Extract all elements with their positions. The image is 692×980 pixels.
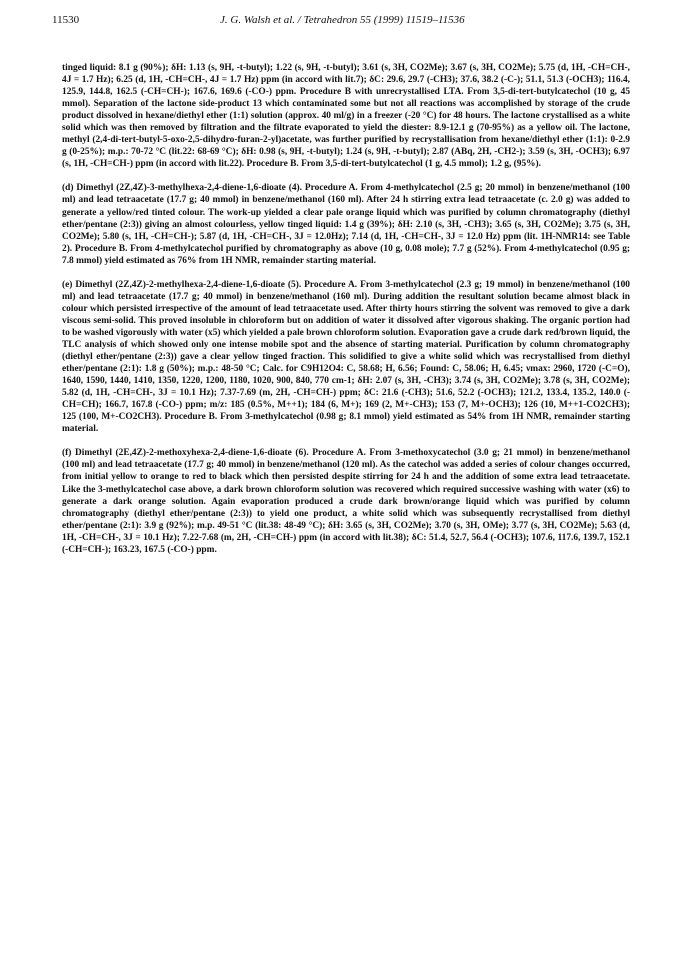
- text-run: From 3-methylcatechol (2.3 g; 19 mmol) in benzene/methanol (100 ml) and lead tetraacetate (17.7 g; 40 mmol) in benzene/methanol (160 ml). During addition the resultant solution became almost black in colour which persisted irrespective of the amount of lead tetraacetate used. After thirty hours stirring the solvent was removed to give a dark viscous semi-solid. This proved insoluble in chloroform but on addition of water it dissolved after vigorous shaking. The organic portion had to be washed vigorously with water (x5) which yielded a pale brown chloroform solution. Evaporation gave a crude dark red/brown liquid, the TLC analysis of which showed only one intense mobile spot and the absence of starting material. Purification by column chromatography (diethyl ether/pentane (2:3)) gave a clear yellow tinged fraction. This solidified to give a white solid which was recrystallised from diethyl ether/pentane (2:1): 1.8 g (50%); m.p.: 48-50 °C; Calc. for C9H12O4: C, 58.68; H, 6.56; Found: C, 58.06; H, 6.45; νmax: 2960, 1720 (-C=O), 1640, 1590, 1440, 1410, 1350, 1220, 1200, 1180, 1020, 900, 840, 770 cm-1; δH: 2.07 (s, 3H, -CH3); 3.74 (s, 3H, CO2Me); 3.78 (s, 3H, CO2Me); 5.82 (d, 1H, -CH=CH-, 3J = 10.1 Hz); 7.37-7.69 (m, 2H, -CH=CH-) ppm; δC: 21.6 (-CH3); 51.6, 52.2 (-OCH3); 121.2, 133.4, 135.2, 140.0 (-CH=CH); 166.7, 167.8 (-CO-) ppm; m/z: 185 (0.5%, M++1); 184 (6, M+); 169 (2, M+-CH3); 153 (7, M+-OCH3); 126 (10, M++1-CO2CH3); 125 (100, M+-CO2CH3).: [62, 279, 631, 423]
- compound-heading: (f) Dimethyl (2E,4Z)-2-methoxyhexa-2,4-diene-1,6-dioate (6).: [62, 448, 309, 459]
- procedure-label: Procedure A.: [302, 183, 358, 194]
- page-header: [52, 14, 652, 30]
- paragraph-compound-d: [62, 182, 630, 266]
- paragraph-compound-e: [62, 279, 630, 436]
- text-run: From 3,5-di-tert-butylcatechol (1 g, 4.5 mmol); 1.2 g, (95%).: [298, 159, 541, 170]
- compound-heading: (e) Dimethyl (2Z,4Z)-2-methylhexa-2,4-diene-1,6-dioate (5).: [62, 279, 302, 290]
- procedure-label: Procedure A.: [301, 279, 358, 290]
- paragraph-continuation: [62, 62, 630, 170]
- article-body: [62, 62, 630, 568]
- paragraph-compound-f: [62, 447, 630, 555]
- text-run: From 4-methylcatechol (2.5 g; 20 mmol) in benzene/methanol (100 ml) and lead tetraacetate (17.7 g; 40 mmol) in benzene/methanol (160 ml). After 24 h stirring extra lead tetraacetate (c. 2.0 g) was added to generate a yellow/red tinted colour. The work-up yielded a clear pale orange liquid which was purified by column chromatography (diethyl ether/pentane (2:3)) giving an almost colourless, yellow tinged liquid: 1.4 g (39%); δH: 2.10 (s, 3H, -CH3); 3.65 (s, 3H, CO2Me); 3.75 (s, 3H, CO2Me); 5.80 (s, 1H, -CH=CH-); 5.87 (d, 1H, -CH=CH-, 3J = 12.0Hz); 7.14 (d, 1H, -CH=CH-, 3J = 12.0 Hz) ppm (lit. 1H-NMR14: see Table 2).: [62, 183, 630, 254]
- page-number: 11530: [52, 14, 80, 26]
- text-run: From 4-methylcatechol purified by chromatography as above (10 g, 0.08 mole); 7.7 g (52%). From 4-methylcatechol (0.95 g; 7.8 mmol) yield estimated as 76% from 1H NMR, remainder starting material.: [62, 243, 631, 266]
- procedure-label: Procedure B.: [74, 243, 128, 254]
- text-run: From 3-methoxycatechol (3.0 g; 21 mmol) in benzene/methanol (100 ml) and lead tetraacetate (17.7 g; 40 mmol) in benzene/methanol (120 ml). As the catechol was added a series of colour changes occurred, from initial yellow to orange to red to black which then persisted despite stirring for 24 h and the addition of some extra lead tetraacetate. Like the 3-methylcatechol case above, a dark brown chloroform solution was recovered which required successive washing with water (x6) to generate a dark orange solution. Again evaporation produced a crude dark brown/orange liquid which was purified by column chromatography (diethyl ether/pentane (2:3)) to yield one product, a white solid which was subsequently recrystallised from diethyl ether/pentane (2:1): 3.9 g (92%); m.p. 49-51 °C (lit.38: 48-49 °C); δH: 3.65 (s, 3H, CO2Me); 3.70 (s, 3H, OMe); 3.77 (s, 3H, CO2Me); 5.63 (d, 1H, -CH=CH-, 3J = 10.1 Hz); 7.22-7.68 (m, 2H, -CH=CH-) ppm (in accord with lit.38); δC: 51.4, 52.7, 56.4 (-OCH3); 107.6, 117.6, 139.7, 152.1 (-CH=CH-); 163.23, 167.5 (-CO-) ppm.: [62, 448, 631, 555]
- procedure-label: Procedure A.: [308, 448, 366, 459]
- text-run: From 3-methylcatechol (0.98 g; 8.1 mmol) yield estimated as 54% from 1H NMR, remainder starting material.: [62, 412, 631, 435]
- compound-heading: (d) Dimethyl (2Z,4Z)-3-methylhexa-2,4-diene-1,6-dioate (4).: [62, 183, 302, 194]
- procedure-label: Procedure B.: [246, 159, 299, 170]
- procedure-label: Procedure B with unrecrystallised LTA.: [299, 87, 464, 98]
- running-title: J. G. Walsh et al. / Tetrahedron 55 (1999) 11519–11536: [220, 14, 465, 26]
- text-run: From 3,5-di-tert-butylcatechol (10 g, 45 mmol). Separation of the lactone side-product 13 which contaminated some but not all reactions was accomplished by storage of the crude product dissolved in hexane/diethyl ether (1:1) solution (approx. 40 ml/g) in a freezer (-20 °C) for 48 hours. The lactone crystallised as a white solid which was then removed by filtration and the filtrate evaporated to yield the diester: 8.9-12.1 g (70-95%) as a yellow oil. The lactone, methyl (2,4-di-tert-butyl-5-oxo-2,5-dihydro-furan-2-yl)acetate, was further purified by recrystallisation from hexane/diethyl ether (1:1): 0-2.9 g (0-25%); m.p.: 70-72 °C (lit.22: 68-69 °C); δH: 0.98 (s, 9H, -t-butyl); 1.24 (s, 9H, -t-butyl); 2.87 (ABq, 2H, -CH2-); 3.59 (s, 3H, -OCH3); 6.97 (s, 1H, -CH=CH-) ppm (in accord with lit.22).: [62, 87, 631, 170]
- procedure-label: Procedure B.: [164, 412, 218, 423]
- text-run: tinged liquid: 8.1 g (90%); δH: 1.13 (s, 9H, -t-butyl); 1.22 (s, 9H, -t-butyl); 3.61 (s, 3H, CO2Me); 3.67 (s, 3H, CO2Me); 5.75 (d, 1H, -CH=CH-, 4J = 1.7 Hz); 6.25 (d, 1H, -CH=CH-, 4J = 1.7 Hz) ppm (in accord with lit.7); δC: 29.6, 29.7 (-CH3); 37.6, 38.2 (-C-); 51.1, 51.3 (-OCH3); 116.4, 125.9, 144.8, 162.5 (-CH=CH-); 167.6, 169.6 (-CO-) ppm.: [62, 63, 630, 98]
